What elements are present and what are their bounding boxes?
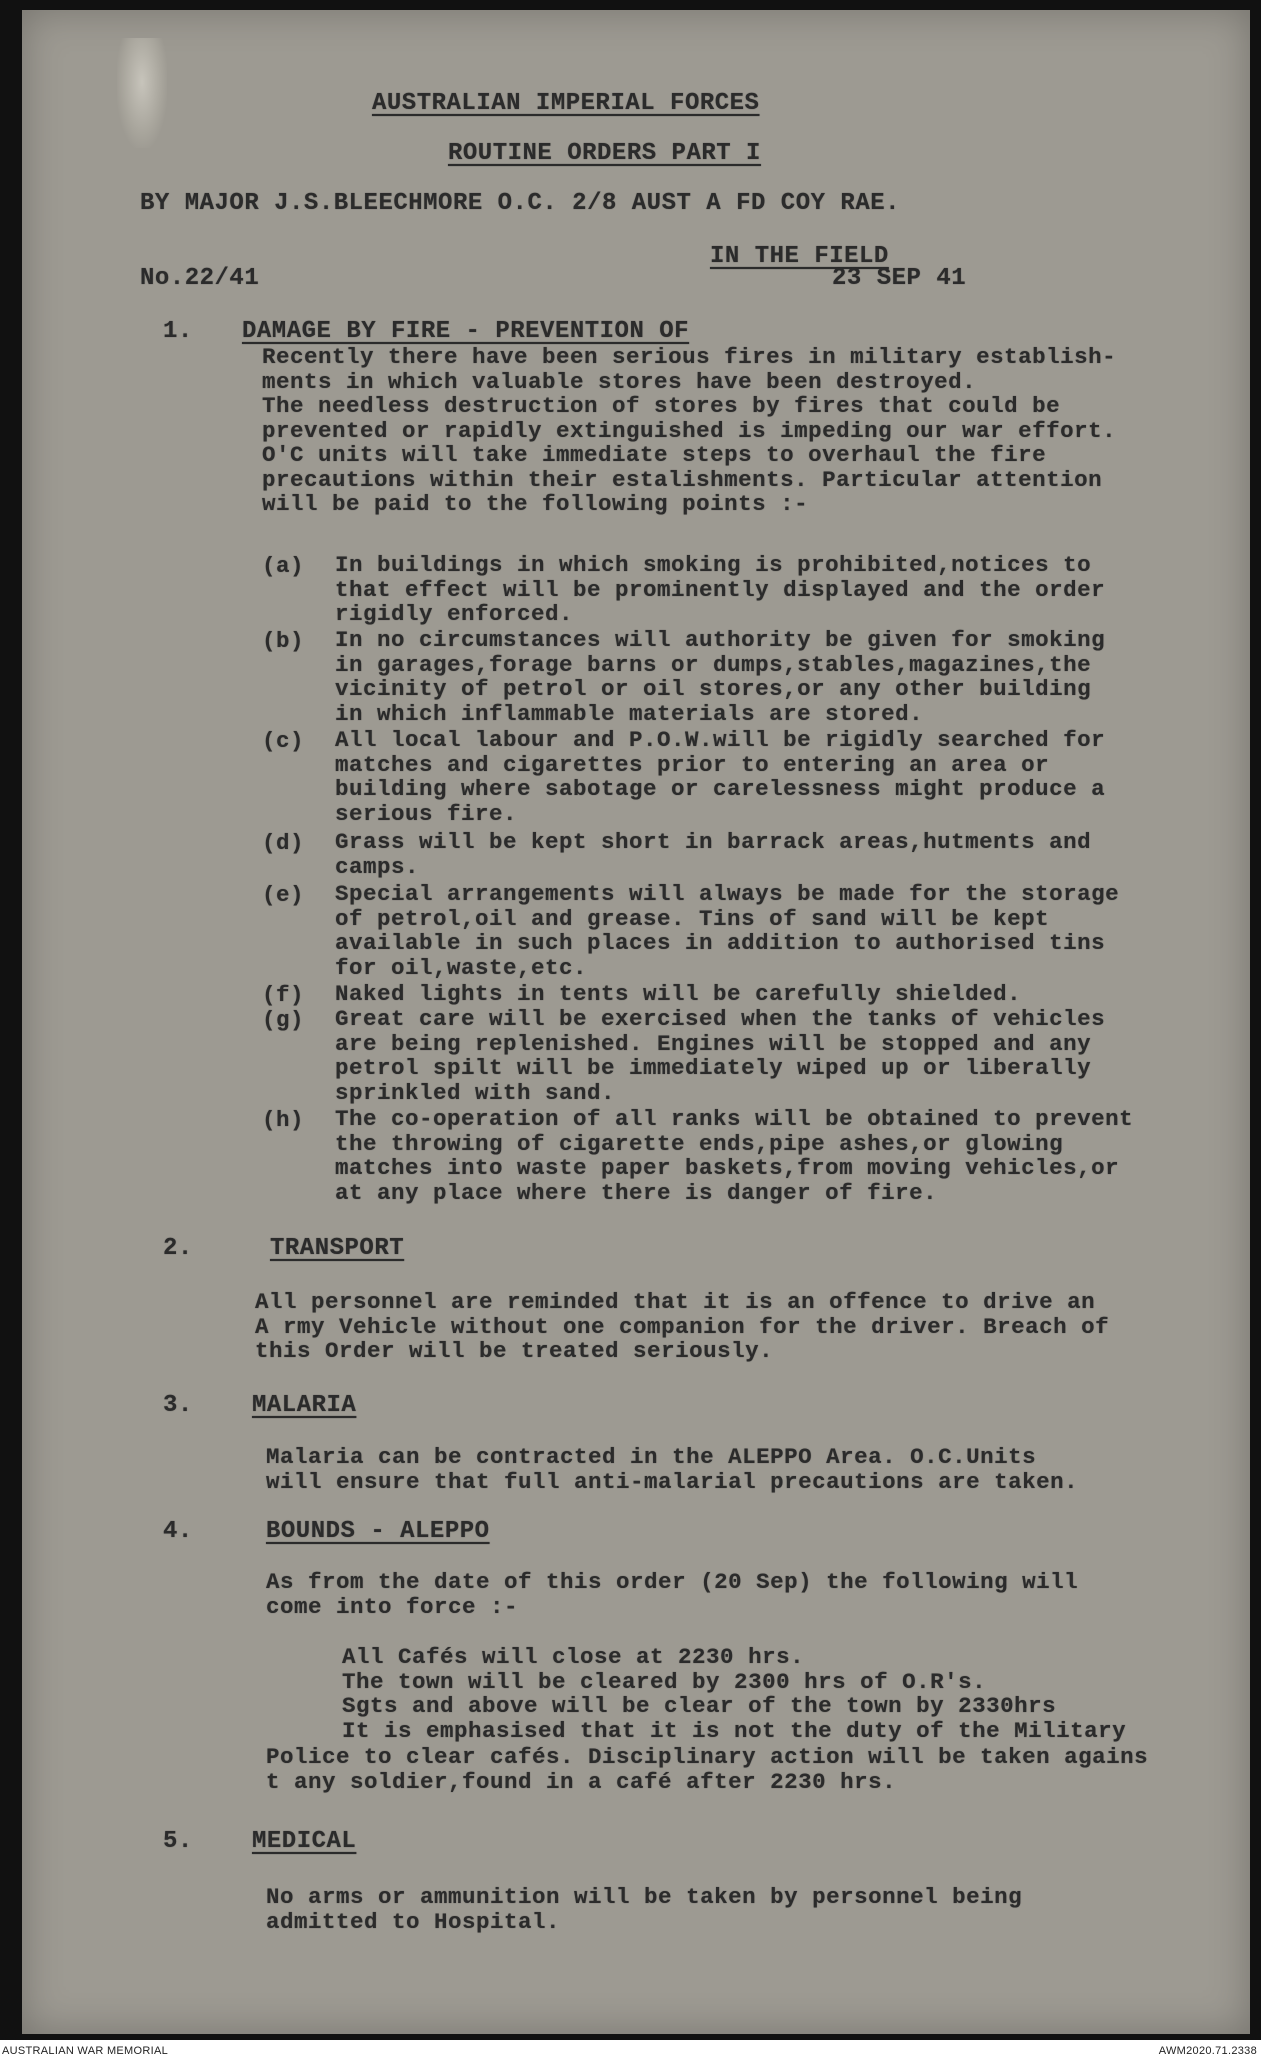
section-number: 4. xyxy=(163,1518,193,1545)
item-letter: (b) xyxy=(262,628,305,654)
order-number: No.22/41 xyxy=(140,265,260,292)
section-body-continued: Police to clear cafés. Disciplinary action will be taken agains t any soldier,found in a café after 2230 hrs. xyxy=(266,1744,1149,1795)
item-text: Naked lights in tents will be carefully shielded. xyxy=(335,981,1022,1007)
section-title: MEDICAL xyxy=(252,1828,357,1855)
section-title: MALARIA xyxy=(252,1392,357,1419)
item-letter: (c) xyxy=(262,728,305,754)
footer-archive-name: AUSTRALIAN WAR MEMORIAL xyxy=(2,2045,169,2057)
item-text: Great care will be exercised when the tanks of vehicles are being replenished. Engines will be stopped and any petrol spilt will be immediately wiped up or liberally sprinkled with sand. xyxy=(335,1006,1106,1106)
item-text: The co-operation of all ranks will be obtained to prevent the throwing of cigarette ends,pipe ashes,or glowing matches into waste paper baskets,from moving vehicles,or at any place where there is danger of fire. xyxy=(335,1106,1134,1206)
footer-accession-number: AWM2020.71.2338 xyxy=(1158,2045,1257,2057)
item-letter: (d) xyxy=(262,830,305,856)
paper-damage xyxy=(117,38,167,148)
item-text: Special arrangements will always be made for the storage of petrol,oil and grease. Tins of sand will be kept available in such places in addition to authorised tins for oil,waste,etc. xyxy=(335,881,1120,981)
heading-issuer: BY MAJOR J.S.BLEECHMORE O.C. 2/8 AUST A FD COY RAE. xyxy=(140,190,901,217)
item-text: Grass will be kept short in barrack areas,hutments and camps. xyxy=(335,829,1092,880)
section-title: TRANSPORT xyxy=(270,1235,405,1262)
item-text: In no circumstances will authority be given for smoking in garages,forage barns or dumps,stables,magazines,the vicinity of petrol or oil stores,or any other building in which inflammable materials are stored. xyxy=(335,627,1106,727)
section-title: BOUNDS - ALEPPO xyxy=(266,1518,490,1545)
section-body: As from the date of this order (20 Sep) the following will come into force :- xyxy=(266,1569,1079,1620)
item-text: In buildings in which smoking is prohibited,notices to that effect will be prominently displayed and the order rigidly enforced. xyxy=(335,552,1106,627)
section-number: 2. xyxy=(163,1235,193,1262)
section-body-list: All Cafés will close at 2230 hrs. The town will be cleared by 2300 hrs of O.R's. Sgts and above will be clear of the town by 2330hrs It is emphasised that it is not the duty of the Military xyxy=(342,1644,1127,1744)
section-number: 1. xyxy=(163,318,193,345)
item-letter: (a) xyxy=(262,553,305,579)
section-number: 3. xyxy=(163,1392,193,1419)
order-date: 23 SEP 41 xyxy=(832,265,967,292)
item-text: All local labour and P.O.W.will be rigidly searched for matches and cigarettes prior to entering an area or building where sabotage or carelessness might produce a serious fire. xyxy=(335,727,1106,827)
section-body: No arms or ammunition will be taken by personnel being admitted to Hospital. xyxy=(266,1884,1023,1935)
heading-place: IN THE FIELD xyxy=(710,243,889,270)
item-letter: (f) xyxy=(262,982,305,1008)
heading-routine-orders: ROUTINE ORDERS PART I xyxy=(448,140,761,167)
item-letter: (g) xyxy=(262,1007,305,1033)
heading-forces: AUSTRALIAN IMPERIAL FORCES xyxy=(372,90,760,117)
section-number: 5. xyxy=(163,1828,193,1855)
section-body: Recently there have been serious fires in military establish- ments in which valuable stores have been destroyed. The needless destruction of stores by fires that could be prevented or rapidly extinguished is impeding our war effort. O'C units will take immediate steps to overhaul the fire precautions within their estalishments. Particular attention will be paid to the following points :- xyxy=(262,344,1117,517)
item-letter: (e) xyxy=(262,882,305,908)
item-letter: (h) xyxy=(262,1107,305,1133)
section-title: DAMAGE BY FIRE - PREVENTION OF xyxy=(242,318,690,345)
section-body: Malaria can be contracted in the ALEPPO Area. O.C.Units will ensure that full anti-malarial precautions are taken. xyxy=(266,1444,1079,1495)
section-body: All personnel are reminded that it is an offence to drive an A rmy Vehicle without one companion for the driver. Breach of this Order will be treated seriously. xyxy=(255,1289,1110,1364)
